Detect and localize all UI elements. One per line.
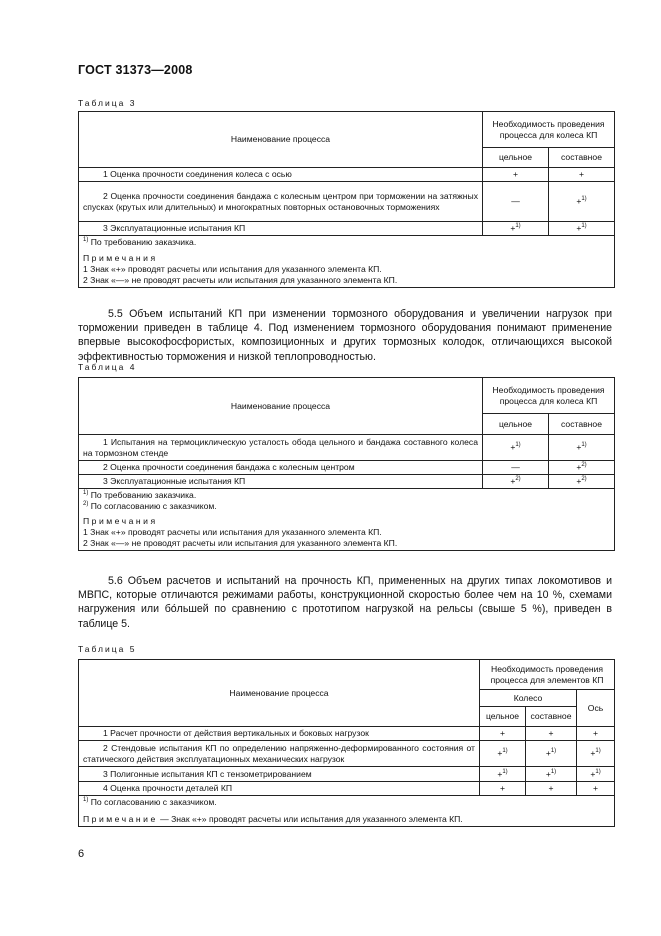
value-solid: +$^{1)}$ [483,222,549,236]
footnote: $^{1)}$ По согласованию с заказчиком. [83,797,217,807]
value-solid: — [483,461,549,475]
process-name: 3 Эксплуатационные испытания КП [79,222,483,236]
subheader-axle: Ось [577,690,615,727]
value-composite: +$^{2)}$ [549,475,615,489]
notes-title: Примечания [83,253,158,263]
value-solid: + [483,168,549,182]
value-solid: + [480,727,526,741]
table-notes [79,236,615,288]
table-row [79,182,615,222]
subheader-composite: составное [549,414,615,435]
column-header-name: Наименование процесса [79,660,480,727]
document-header: ГОСТ 31373—2008 [78,63,193,77]
page-number: 6 [78,848,85,860]
value-axle: + [577,727,615,741]
table-row [79,767,615,782]
value-axle: +$^{1)}$ [577,741,615,767]
value-composite: + [526,782,577,796]
value-solid: +$^{2)}$ [483,475,549,489]
note-line: 1 Знак «+» проводят расчеты или испытания для указанного элемента КП. [83,264,382,274]
table-3 [78,111,615,288]
column-header-group: Необходимость проведения процесса для элементов КП [480,660,615,690]
process-name: 3 Полигонные испытания КП с тензометрированием [79,767,480,782]
paragraph-5-6: 5.6 Объем расчетов и испытаний на прочность КП, примененных на других типах локомотивов и МВПС, которые отличаются режимами работы, конструкционной скоростью более чем на 10 %, схемами нагружения или бо́льшей по сравнению с прототипом нагрузкой на рельсы (свыше 5 %), приведен в таблице 5. [78,575,612,630]
column-header-group: Необходимость проведения процесса для колеса КП [483,112,615,148]
table-notes [79,796,615,827]
value-composite: +$^{1)}$ [549,222,615,236]
process-name: 2 Оценка прочности соединения бандажа с колесным центром [79,461,483,475]
table-4-caption: Таблица 4 [78,362,137,372]
value-solid: + [480,782,526,796]
note-line: 1 Знак «+» проводят расчеты или испытания для указанного элемента КП. [83,527,382,537]
value-composite: +$^{1)}$ [526,767,577,782]
process-name: 2 Оценка прочности соединения бандажа с колесным центром при торможении на затяжных спусках (крутых или длительных) и многократных повторных остановочных торможениях [79,182,483,222]
value-composite: +$^{1)}$ [549,182,615,222]
table-5-caption: Таблица 5 [78,644,137,654]
table-3-caption: Таблица 3 [78,98,137,108]
table-row [79,461,615,475]
value-composite: +$^{1)}$ [549,435,615,461]
note-line: Примечание — Знак «+» проводят расчеты или испытания для указанного элемента КП. [83,814,463,824]
value-composite: +$^{1)}$ [526,741,577,767]
table-row [79,741,615,767]
table-row [79,475,615,489]
process-name: 2 Стендовые испытания КП по определению напряженно-деформированного состояния от статического действия эксплуатационных механических нагрузок [79,741,480,767]
footnote: $^{1)}$ По требованию заказчика. [83,490,197,500]
table-row [79,435,615,461]
subheader-composite: составное [526,707,577,727]
value-composite: +$^{2)}$ [549,461,615,475]
table-5 [78,659,615,827]
process-name: 1 Расчет прочности от действия вертикальных и боковых нагрузок [79,727,480,741]
value-composite: + [549,168,615,182]
table-row [79,168,615,182]
process-name: 1 Испытания на термоциклическую усталость обода цельного и бандажа составного колеса на тормозном стенде [79,435,483,461]
table-row [79,727,615,741]
table-notes [79,489,615,551]
footnote: $^{1)}$ По требованию заказчика. [83,237,197,247]
value-solid: — [483,182,549,222]
notes-title: Примечания [83,516,158,526]
note-line: 2 Знак «—» не проводят расчеты или испытания для указанного элемента КП. [83,538,398,548]
process-name: 1 Оценка прочности соединения колеса с осью [79,168,483,182]
column-header-name: Наименование процесса [79,112,483,168]
value-solid: +$^{1)}$ [480,741,526,767]
table-row [79,222,615,236]
subheader-solid: цельное [483,148,549,168]
value-composite: + [526,727,577,741]
subheader-solid: цельное [480,707,526,727]
value-solid: +$^{1)}$ [480,767,526,782]
table-row [79,782,615,796]
column-header-group: Необходимость проведения процесса для колеса КП [483,378,615,414]
value-solid: +$^{1)}$ [483,435,549,461]
process-name: 4 Оценка прочности деталей КП [79,782,480,796]
subheader-solid: цельное [483,414,549,435]
column-header-name: Наименование процесса [79,378,483,435]
note-line: 2 Знак «—» не проводят расчеты или испытания для указанного элемента КП. [83,275,398,285]
value-axle: + [577,782,615,796]
process-name: 3 Эксплуатационные испытания КП [79,475,483,489]
paragraph-5-5: 5.5 Объем испытаний КП при изменении тормозного оборудования и увеличении нагрузок при торможении приведен в таблице 4. Под изменением тормозного оборудования понимают применение впервые высокофосфористых, композиционных и других тормозных колодок, отличающихся высокой эффективностью торможения и низкой теплопроводностью. [78,308,612,363]
footnote: $^{2)}$ По согласованию с заказчиком. [83,501,217,511]
value-axle: +$^{1)}$ [577,767,615,782]
subheader-composite: составное [549,148,615,168]
subheader-wheel: Колесо [480,690,577,707]
table-4 [78,377,615,551]
